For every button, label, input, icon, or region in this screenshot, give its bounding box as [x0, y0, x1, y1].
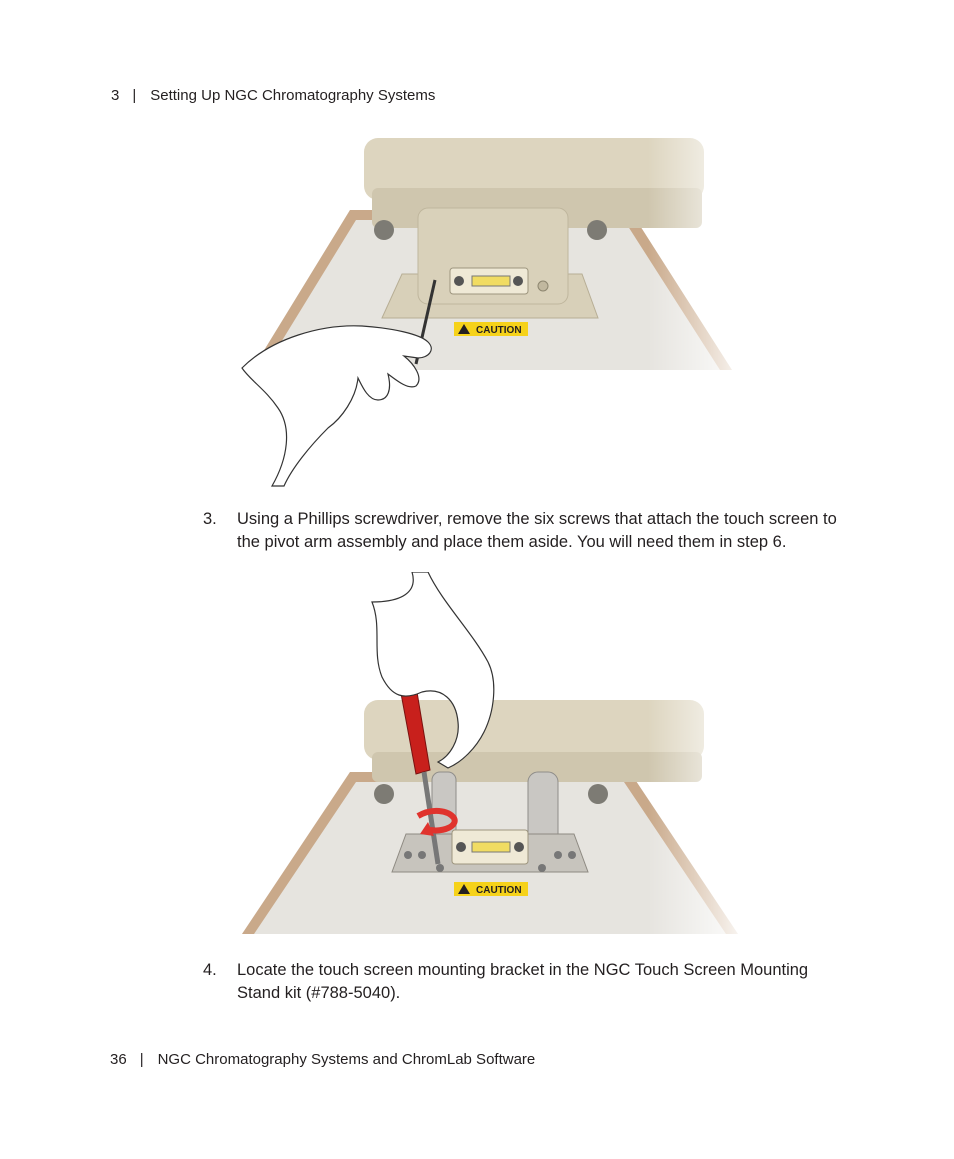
- footer-separator: |: [139, 1051, 144, 1068]
- figure-remove-cover: [232, 128, 752, 488]
- step-number: 4.: [203, 961, 217, 979]
- step-number: 3.: [203, 510, 217, 528]
- figure-remove-screws: [232, 572, 752, 942]
- step-3: [203, 508, 843, 554]
- running-footer: [110, 1051, 535, 1068]
- step-4: [203, 959, 843, 1005]
- chapter-title: Setting Up NGC Chromatography Systems: [150, 87, 436, 104]
- illustration-screwdriver: [232, 572, 752, 942]
- running-header: [111, 87, 435, 104]
- book-title: NGC Chromatography Systems and ChromLab Software: [157, 1051, 536, 1068]
- page-number: 36: [110, 1051, 127, 1068]
- header-separator: |: [132, 87, 137, 104]
- step-text: Using a Phillips screwdriver, remove the six screws that attach the touch screen to the pivot arm assembly and place them aside. You will need them in step 6.: [237, 510, 837, 551]
- chapter-number: 3: [111, 87, 120, 104]
- illustration-hex-key: [232, 128, 752, 488]
- step-text: Locate the touch screen mounting bracket in the NGC Touch Screen Mounting Stand kit (#788-5040).: [237, 961, 809, 1002]
